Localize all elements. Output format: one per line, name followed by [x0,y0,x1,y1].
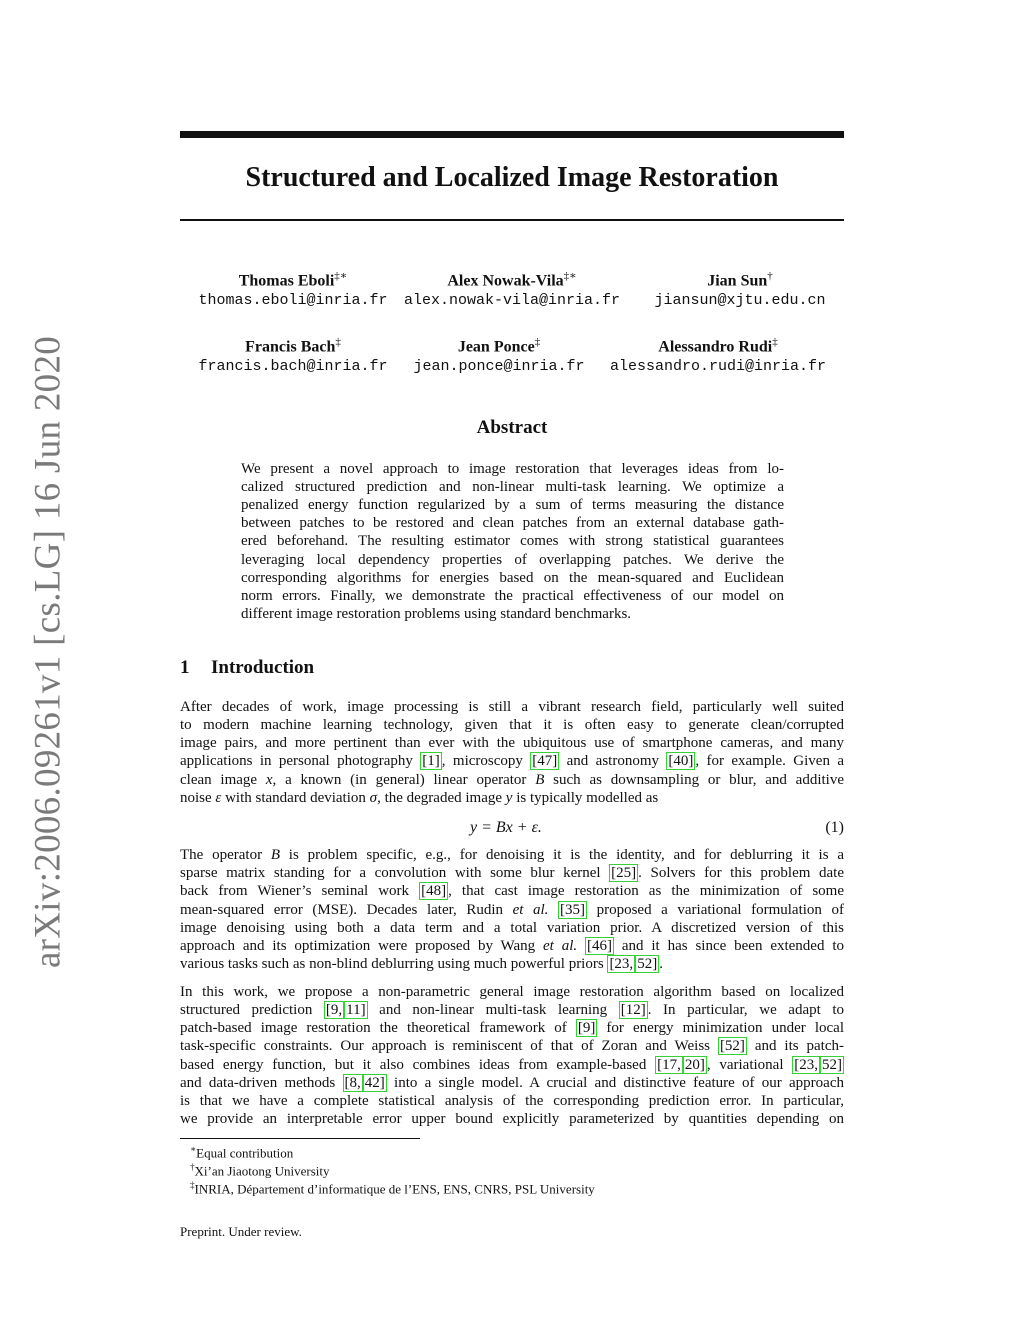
citation-link[interactable]: [8, [344,1075,361,1091]
affiliation-mark: ‡∗ [334,270,348,282]
author-email[interactable]: jiansun@xjtu.edu.cn [654,292,826,310]
body-line: approach and its optimization were proposed by Wang et al. [46] and it has since been extended to [180,938,844,954]
citation-link[interactable]: 52] [822,1057,842,1073]
citation-link[interactable]: 52] [637,956,658,972]
author-block [392,266,632,311]
body-line: back from Wiener’s seminal work [48] , that cast image restoration as the minimization of some [180,883,844,899]
body-line: various tasks such as non-blind deblurring using much powerful priors [23, 52] . [180,956,663,972]
body-line: The operator B is problem specific, e.g., for denoising it is the identity, and for deblurring it is a [180,847,844,863]
body-line: task-specific constraints. Our approach is reminiscent of that of Zoran and Weiss [52] and its patch- [180,1038,844,1054]
section-number: 1 [180,657,190,678]
citation-link[interactable]: 42] [364,1075,385,1091]
author-block [379,332,619,377]
abstract-line: between patches to be restored and clean patches from an external database gath- [241,515,784,531]
footnote-rule [180,1138,420,1139]
math-symbol: x [265,772,273,788]
author-name: Alex Nowak-Vila‡∗ [447,270,577,290]
body-line: image denoising using both a data term and a total variation prior. A discretized version of this [180,920,844,936]
abstract-line: ered beforehand. The resulting estimator comes with strong statistical guarantees [241,533,784,549]
citation-link[interactable]: [48] [421,883,447,899]
author-block [620,266,860,311]
equation-1 [180,818,844,838]
author-email[interactable]: alex.nowak-vila@inria.fr [403,292,621,310]
body-line: patch-based image restoration the theoretical framework of [9] for energy minimization under local [180,1020,844,1036]
abstract-line: leveraging local dependency properties of overlapping patches. We derive the [241,552,784,568]
citation-link[interactable]: [25] [611,865,637,881]
author-email[interactable]: jean.ponce@inria.fr [413,358,585,376]
author-name: Francis Bach‡ [245,336,341,356]
body-line: to modern machine learning technology, given that it is often easy to generate clean/corrupted [180,717,844,733]
author-block [598,332,838,377]
citation-link[interactable]: 20] [684,1057,705,1073]
footnote: ‡INRIA, Département d’informatique de l’ENS, ENS, CNRS, PSL University [190,1180,595,1197]
abstract-heading: Abstract [476,417,548,438]
citation-link[interactable]: [23, [609,956,634,972]
math-symbol: B [535,772,545,788]
math-symbol: y [505,790,513,806]
section-title: Introduction [211,657,315,678]
author-email[interactable]: alessandro.rudi@inria.fr [609,358,827,376]
citation-link[interactable]: [46] [587,938,612,954]
math-symbol: σ [369,790,378,806]
author-name: Thomas Eboli‡∗ [238,270,348,290]
equation-number: (1) [825,819,844,836]
body-line: structured prediction [9, 11] and non-linear multi-task learning [12] . In particular, we adapt to [180,1002,844,1018]
author-email[interactable]: francis.bach@inria.fr [198,358,388,376]
arxiv-identifier-stamp: arXiv:2006.09261v1 [cs.LG] 16 Jun 2020 [27,335,69,969]
affiliation-mark: † [767,270,773,282]
citation-link[interactable]: 11] [346,1002,366,1018]
citation-link[interactable]: [40] [668,753,694,769]
footnote: †Xi’an Jiaotong University [190,1162,330,1179]
body-line: After decades of work, image processing is still a vibrant research field, particularly well suited [180,699,844,715]
affiliation-mark: ‡∗ [563,270,577,282]
math-symbol: ε [215,790,222,806]
affiliation-mark: ‡ [534,336,541,348]
citation-link[interactable]: [12] [620,1002,646,1018]
citation-link[interactable]: [9] [577,1020,596,1036]
author-email[interactable]: thomas.eboli@inria.fr [198,292,388,310]
title-top-rule [180,131,844,138]
author-block [173,266,413,311]
citation-link[interactable]: [9, [325,1002,343,1018]
title-bottom-rule [180,219,844,221]
body-line: based energy function, but it also combines ideas from example-based [17, 20] , variational [23, 52] [180,1057,842,1073]
author-name: Alessandro Rudi‡ [658,336,778,356]
citation-link[interactable]: [1] [422,753,440,769]
abstract-line: different image restoration problems using standard benchmarks. [241,606,632,622]
body-line: is that we have a complete statistical analysis of the corresponding prediction error. In particular, [180,1093,844,1109]
preprint-note: Preprint. Under review. [180,1224,302,1239]
citation-link[interactable]: [23, [794,1057,818,1073]
body-line: we provide an interpretable error upper bound explicitly parameterized by quantities depending on [180,1111,844,1127]
affiliation-mark: ‡ [335,336,341,348]
citation-link[interactable]: [35] [560,902,585,918]
author-block [173,332,413,377]
section-heading [180,657,314,679]
abstract-line: calized structured prediction and non-linear multi-task learning. We optimize a [241,479,784,495]
abstract-line: penalized energy function regularized by a sum of terms measuring the distance [241,497,784,513]
author-name: Jian Sun† [707,270,773,290]
paper-title: Structured and Localized Image Restoration [245,162,779,193]
body-line: applications in personal photography [1] , microscopy [47] and astronomy [40] , for example. Given a [180,753,844,769]
citation-link[interactable]: [52] [719,1038,745,1054]
body-line: mean-squared error (MSE). Decades later, Rudin et al. [35] proposed a variational formulation of [180,902,844,918]
body-line: and data-driven methods [8, 42] into a single model. A crucial and distinctive feature of our approach [180,1075,844,1091]
abstract-line: norm errors. Finally, we demonstrate the practical effectiveness of our model on [241,588,784,604]
author-name: Jean Ponce‡ [457,336,541,356]
abstract-line: corresponding algorithms for energies based on the mean-squared and Euclidean [241,570,784,586]
abstract-line: We present a novel approach to image restoration that leverages ideas from lo- [241,461,784,477]
math-symbol: B [270,847,281,863]
body-line: sparse matrix standing for a convolution with some blur kernel [25] . Solvers for this problem date [180,865,844,881]
affiliation-mark: ‡ [772,336,778,348]
citation-link[interactable]: [17, [657,1057,681,1073]
body-line: noise ε with standard deviation σ, the degraded image y is typically modelled as [180,790,659,806]
body-line: clean image x, a known (in general) linear operator B such as downsampling or blur, and additive [180,772,845,788]
equation-body: y = Bx + ε. [470,819,542,836]
citation-link[interactable]: [47] [532,753,558,769]
footnote: ∗Equal contribution [190,1144,294,1161]
body-line: In this work, we propose a non-parametric general image restoration algorithm based on localized [180,984,844,1000]
body-line: image pairs, and more pertinent than ever with the ubiquitous use of smartphone cameras, and many [180,735,844,751]
